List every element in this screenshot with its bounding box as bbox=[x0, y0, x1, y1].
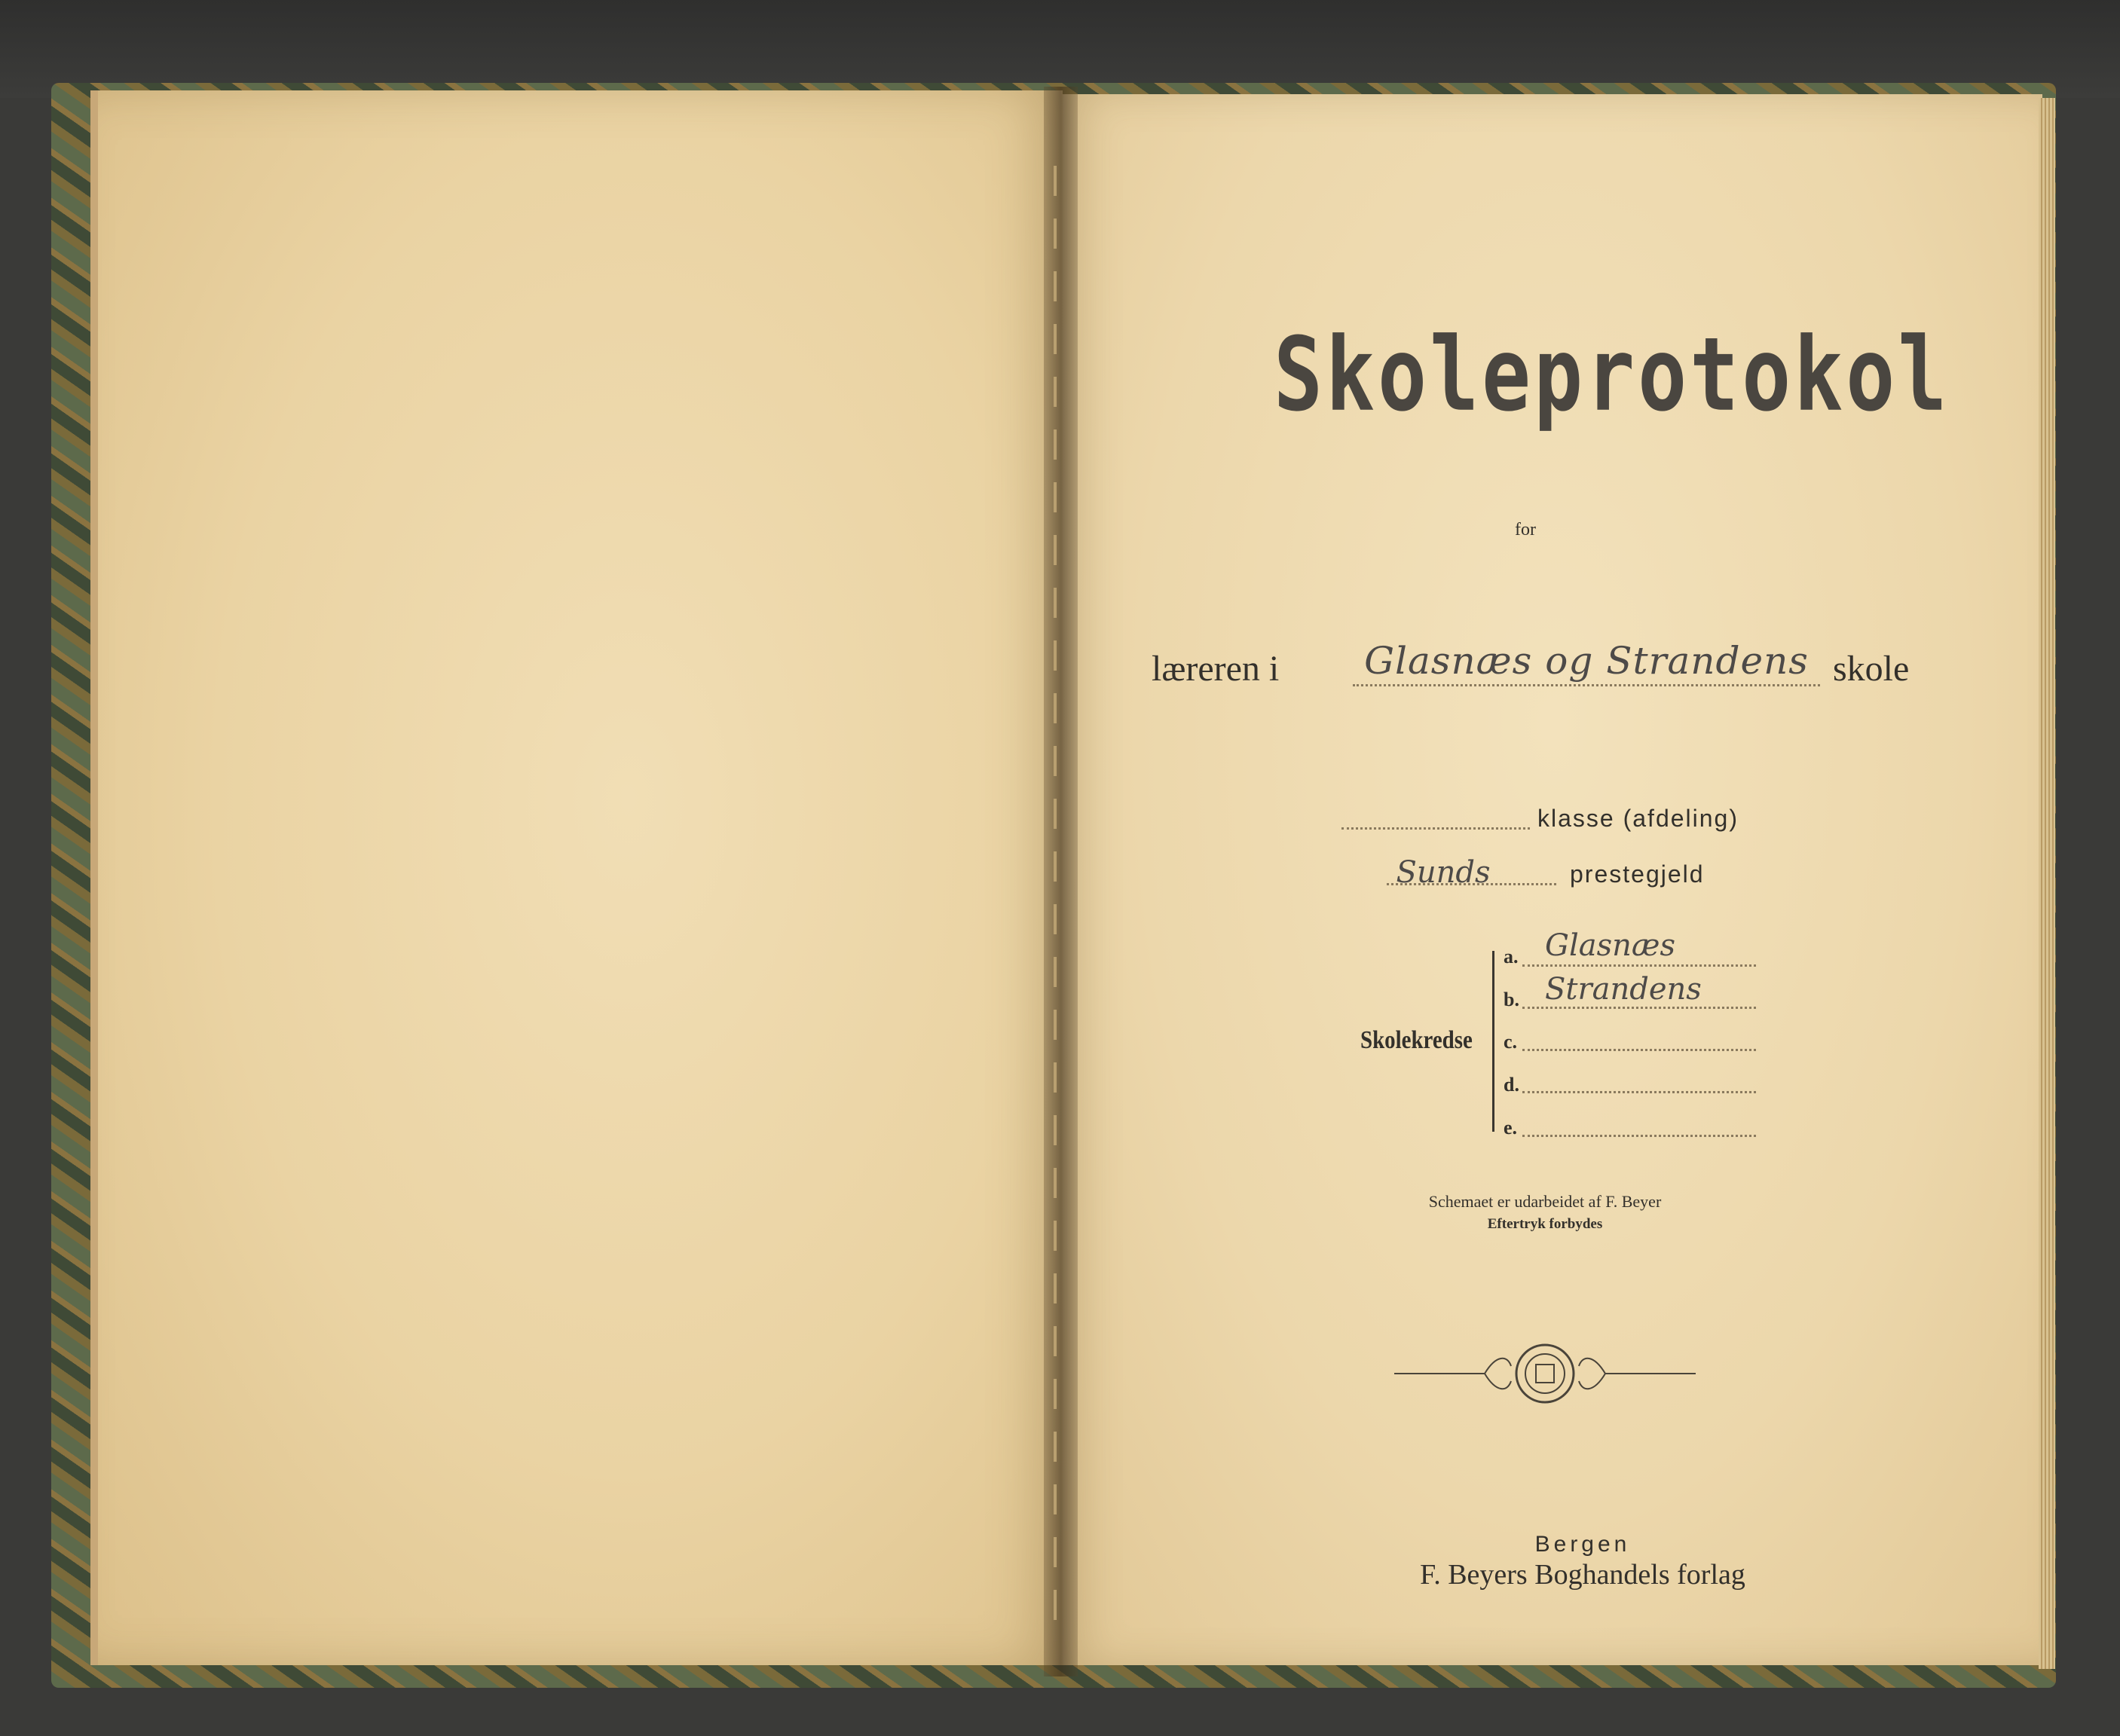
publisher-name: F. Beyers Boghandels forlag bbox=[1420, 1559, 1745, 1591]
district-letter-e: e. bbox=[1504, 1117, 1518, 1138]
district-letter-c: c. bbox=[1504, 1031, 1518, 1053]
publisher-ornament-icon bbox=[1394, 1340, 1696, 1407]
teacher-field-line bbox=[1353, 684, 1820, 686]
district-line-d bbox=[1522, 1091, 1756, 1093]
parish-handwriting: Sunds bbox=[1396, 855, 1491, 890]
district-letter-d: d. bbox=[1504, 1074, 1519, 1096]
district-letter-b: b. bbox=[1504, 989, 1519, 1010]
district-letter-a: a. bbox=[1504, 946, 1519, 967]
district-line-c bbox=[1522, 1049, 1756, 1051]
page-edges bbox=[2039, 98, 2055, 1669]
page-title: Skoleprotokol bbox=[1274, 316, 1950, 435]
district-line-a bbox=[1522, 964, 1756, 967]
credit-line: Schemaet er udarbeidet af F. Beyer bbox=[1428, 1192, 1662, 1211]
teacher-school-handwriting: Glasnæs og Strandens bbox=[1364, 639, 1809, 683]
district-value-a: Glasnæs bbox=[1545, 928, 1676, 963]
left-page bbox=[90, 90, 1063, 1665]
copyright-notice: Eftertryk forbydes bbox=[1487, 1216, 1603, 1232]
class-field-line bbox=[1341, 827, 1530, 830]
for-label: for bbox=[1515, 520, 1536, 539]
binding-stitches bbox=[1054, 166, 1057, 1628]
districts-label: Skolekredse bbox=[1360, 1026, 1473, 1054]
publisher-city: Bergen bbox=[1534, 1532, 1631, 1557]
teacher-prefix: læreren i bbox=[1152, 649, 1280, 689]
district-value-b: Strandens bbox=[1545, 972, 1702, 1007]
parish-label: prestegjeld bbox=[1570, 860, 1705, 888]
class-label: klasse (afdeling) bbox=[1537, 805, 1739, 832]
district-line-e bbox=[1522, 1135, 1756, 1137]
districts-brace bbox=[1492, 951, 1494, 1132]
book-spine bbox=[1044, 87, 1078, 1676]
district-line-b bbox=[1522, 1007, 1756, 1009]
teacher-suffix: skole bbox=[1833, 649, 1910, 689]
